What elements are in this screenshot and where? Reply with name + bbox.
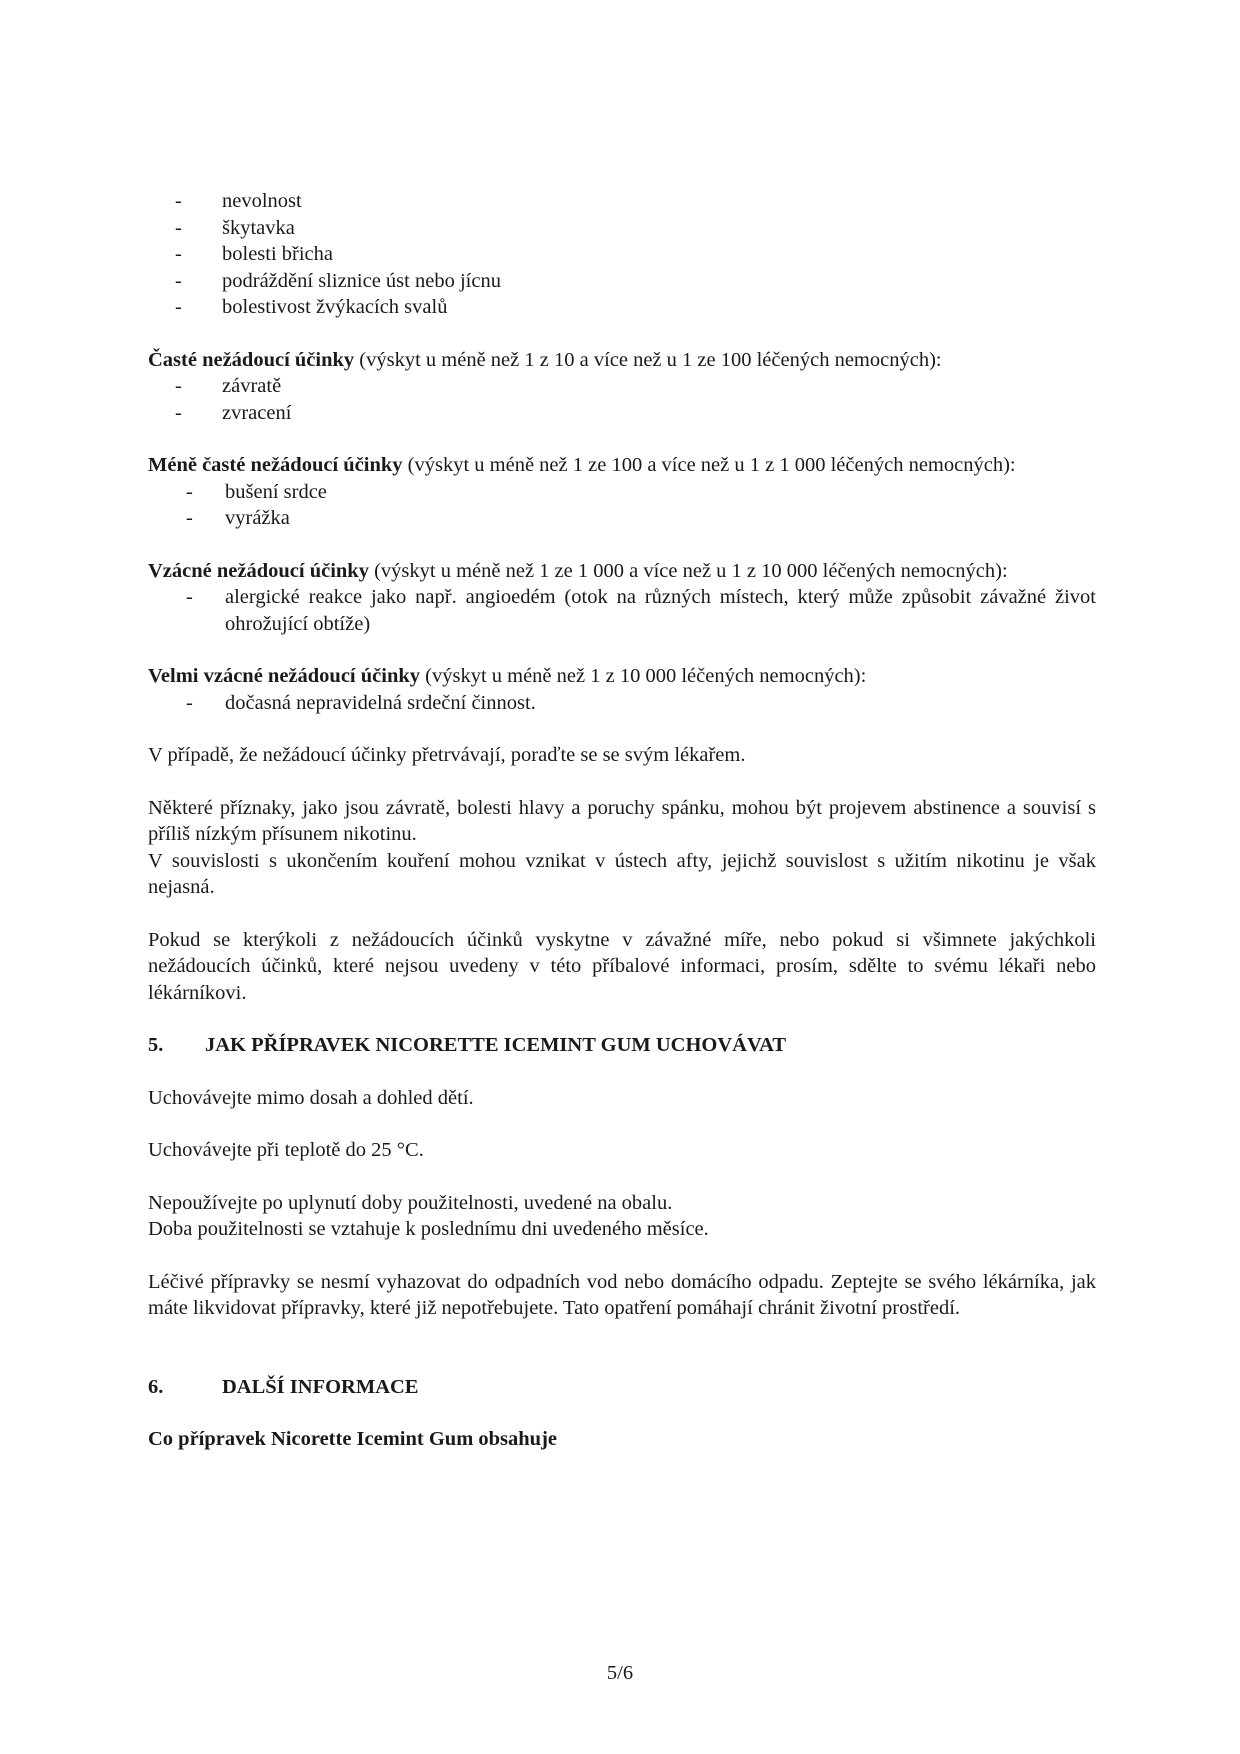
dash-mark: -: [175, 190, 182, 212]
section-6-number: 6.: [148, 1375, 164, 1398]
section-5-title: JAK PŘÍPRAVEK NICORETTE ICEMINT GUM UCHOVÁVAT: [205, 1034, 787, 1056]
paragraph-storage-1: Uchovávejte mimo dosah a dohled dětí.: [148, 1086, 474, 1109]
common-label: Časté nežádoucí účinky: [148, 348, 355, 371]
list-item: - nevolnost: [148, 188, 1096, 215]
dash-mark: -: [186, 691, 193, 714]
list-item: - vyrážka: [148, 505, 1096, 532]
very-rare-label: Velmi vzácné nežádoucí účinky: [148, 665, 421, 687]
list-item: - podráždění sliznice úst nebo jícnu: [148, 268, 1096, 295]
dash-mark: -: [186, 507, 193, 529]
list-item: - bolestivost žvýkacích svalů: [148, 294, 1096, 321]
paragraph-storage-3a: Nepoužívejte po uplynutí doby použitelnosti, uvedené na obalu.: [148, 1191, 673, 1214]
section-5-heading: [148, 1032, 1096, 1059]
list-rare: [148, 584, 1096, 637]
list-item: - dočasná nepravidelná srdeční činnost.: [148, 690, 1096, 717]
dash-mark: -: [175, 216, 182, 239]
page-number: 5/6: [606, 1662, 634, 1684]
common-effects-heading: [148, 347, 1096, 374]
dash-mark: -: [175, 296, 182, 318]
very-rare-effects-heading: [148, 663, 1096, 690]
section-6-title: DALŠÍ INFORMACE: [222, 1375, 419, 1398]
list-very-rare: [148, 690, 1096, 717]
common-desc: (výskyt u méně než 1 z 10 a více než u 1 ze 100 léčených nemocných):: [354, 348, 942, 371]
list-item: - bušení srdce: [148, 479, 1096, 506]
dash-mark: -: [186, 586, 193, 608]
dash-mark: -: [186, 480, 193, 503]
list-item: - zvracení: [148, 400, 1096, 427]
dash-mark: -: [175, 375, 182, 397]
paragraph-report: Pokud se kterýkoli z nežádoucích účinků vyskytne v závažné míře, nebo pokud si všimnete jakýchkoli nežádoucích účinků, které nejsou uvedeny v této příbalové informaci, prosím, sdělte to svému lékaři nebo lékárníkovi.: [148, 928, 1096, 1004]
rare-label: Vzácné nežádoucí účinky: [148, 559, 369, 582]
rare-desc: (výskyt u méně než 1 ze 1 000 a více než u 1 z 10 000 léčených nemocných):: [368, 559, 1008, 582]
rare-effects-heading: [148, 558, 1096, 585]
very-rare-desc: (výskyt u méně než 1 z 10 000 léčených nemocných):: [420, 665, 867, 687]
uncommon-effects-heading: [148, 452, 1096, 479]
paragraph-symptoms-1: Některé příznaky, jako jsou závratě, bolesti hlavy a poruchy spánku, mohou být projevem abstinence a souvisí s příliš nízkým přísunem nikotinu.: [148, 796, 1096, 845]
list-item: - alergické reakce jako např. angioedém (otok na různých místech, který může způsobit závažné život ohrožující obtíže): [186, 586, 1096, 635]
dash-mark: -: [175, 269, 182, 292]
section-6-heading: [148, 1374, 1096, 1401]
paragraph-persist: V případě, že nežádoucí účinky přetrvávají, poraďte se se svým lékařem.: [148, 744, 746, 766]
paragraph-storage-4: Léčivé přípravky se nesmí vyhazovat do odpadních vod nebo domácího odpadu. Zeptejte se svého lékárníka, jak máte likvidovat přípravky, které již nepotřebujete. Tato opatření pomáhají chránit životní prostředí.: [148, 1270, 1096, 1319]
uncommon-desc: (výskyt u méně než 1 ze 100 a více než u 1 z 1 000 léčených nemocných):: [402, 454, 1016, 476]
section-6-subheading: Co přípravek Nicorette Icemint Gum obsahuje: [148, 1428, 558, 1450]
dash-mark: -: [175, 401, 182, 424]
list-uncommon: [148, 479, 1096, 532]
paragraph-storage-3b: Doba použitelnosti se vztahuje k poslednímu dni uvedeného měsíce.: [148, 1218, 709, 1240]
list-item: - bolesti břicha: [148, 241, 1096, 268]
section-5-number: 5.: [148, 1034, 164, 1056]
paragraph-symptoms-2: V souvislosti s ukončením kouření mohou vznikat v ústech afty, jejichž souvislost s užitím nikotinu je však nejasná.: [148, 849, 1096, 898]
list-item: - závratě: [148, 373, 1096, 400]
list-common: [148, 373, 1096, 426]
list-item: - škytavka: [148, 215, 1096, 242]
list-top: [148, 188, 1096, 321]
uncommon-label: Méně časté nežádoucí účinky: [148, 454, 403, 476]
dash-mark: -: [175, 243, 182, 265]
paragraph-storage-2: Uchovávejte při teplotě do 25 °C.: [148, 1139, 424, 1161]
document-page: [148, 188, 1096, 1453]
